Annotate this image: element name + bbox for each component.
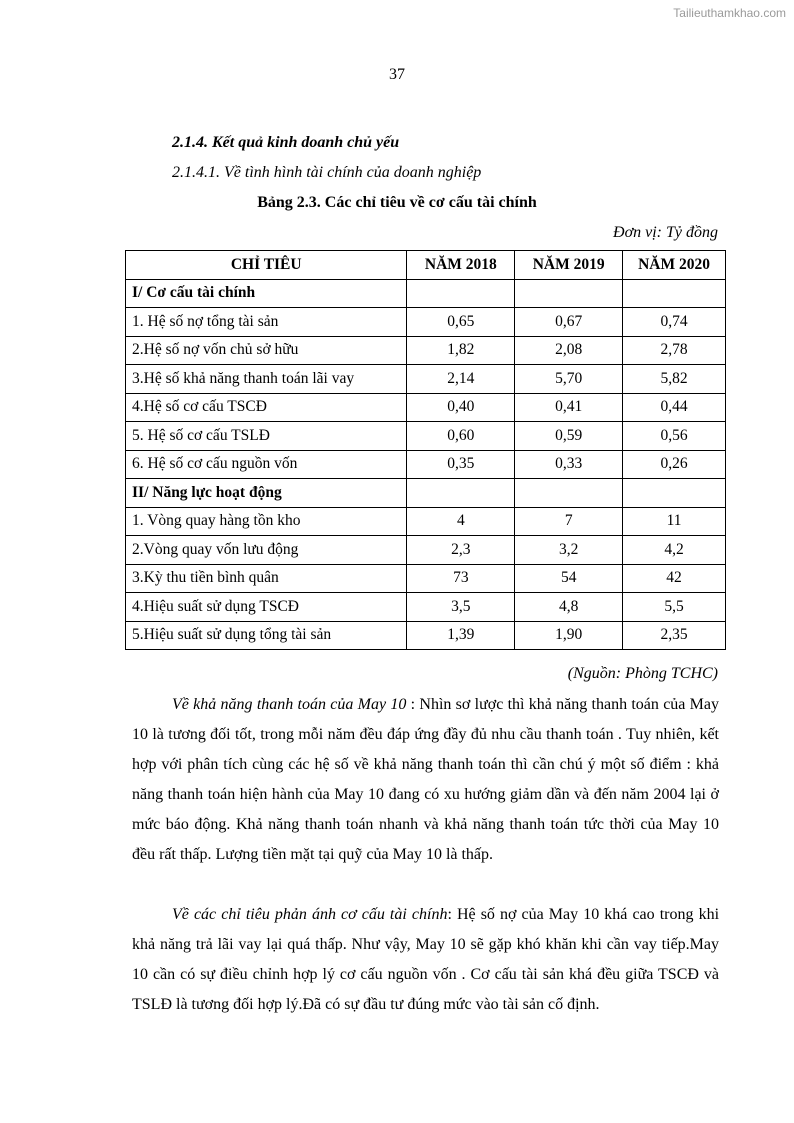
table-row <box>126 308 726 337</box>
paragraph-body: : Nhìn sơ lược thì khả năng thanh toán của May 10 là tương đối tốt, trong mỗi năm đều đáp ứng đầy đủ nhu cầu thanh toán . Tuy nhiên, kết hợp với phân tích cùng các hệ số về khả năng thanh toán thì cần chú ý một số điểm : khả năng thanh toán hiện hành của May 10 đang có xu hướng giảm dần và đến năm 2004 lại ở mức báo động. Khả năng thanh toán nhanh và khả năng thanh toán tức thời của May 10 đều rất thấp. Lượng tiền mặt tại quỹ của May 10 là thấp. <box>132 696 719 863</box>
cell-2020: 42 <box>623 564 726 593</box>
cell-2018: 0,65 <box>407 308 515 337</box>
row-label: 5. Hệ số cơ cấu TSLĐ <box>126 422 407 451</box>
page-number: 37 <box>389 66 405 83</box>
row-label: 4.Hiệu suất sử dụng TSCĐ <box>126 593 407 622</box>
cell-2019: 0,59 <box>515 422 623 451</box>
paragraph-capital-structure <box>132 900 719 1020</box>
cell-2019: 3,2 <box>515 536 623 565</box>
row-label: 2.Vòng quay vốn lưu động <box>126 536 407 565</box>
cell-2019: 1,90 <box>515 621 623 650</box>
section-label: I/ Cơ cấu tài chính <box>126 279 407 308</box>
header-2018: NĂM 2018 <box>407 251 515 280</box>
table-row <box>126 621 726 650</box>
section-label: II/ Năng lực hoạt động <box>126 479 407 508</box>
cell-2020: 0,26 <box>623 450 726 479</box>
section-heading: 2.1.4. Kết quả kinh doanh chủ yếu <box>172 134 400 151</box>
header-2019: NĂM 2019 <box>515 251 623 280</box>
cell-2019: 2,08 <box>515 336 623 365</box>
table-row <box>126 564 726 593</box>
cell-2018: 0,35 <box>407 450 515 479</box>
financial-ratios-table <box>125 250 726 650</box>
row-label: 1. Hệ số nợ tổng tài sản <box>126 308 407 337</box>
cell-2018: 4 <box>407 507 515 536</box>
paragraph-body: : Hệ số nợ của May 10 khá cao trong khi khả năng trả lãi vay lại quá thấp. Như vậy, May 10 sẽ gặp khó khăn khi cần vay tiếp.May 10 cần có sự điều chỉnh hợp lý cơ cấu nguồn vốn . Cơ cấu tài sản khá đều giữa TSCĐ và TSLĐ là tương đối hợp lý.Đã có sự đầu tư đúng mức vào tài sản cố định. <box>132 906 720 1013</box>
table-title: Bảng 2.3. Các chỉ tiêu về cơ cấu tài chính <box>257 194 537 211</box>
row-label: 3.Kỳ thu tiền bình quân <box>126 564 407 593</box>
table-header-row <box>126 251 726 280</box>
cell-2019: 0,41 <box>515 393 623 422</box>
header-2020: NĂM 2020 <box>623 251 726 280</box>
watermark: Tailieuthamkhao.com <box>673 6 786 20</box>
cell-2019: 7 <box>515 507 623 536</box>
paragraph-lead: Về khả năng thanh toán của May 10 <box>172 696 407 713</box>
table-row <box>126 365 726 394</box>
cell-2020: 5,82 <box>623 365 726 394</box>
cell-2020: 4,2 <box>623 536 726 565</box>
cell-2020: 5,5 <box>623 593 726 622</box>
cell-2018: 1,39 <box>407 621 515 650</box>
paragraph-liquidity <box>132 690 719 870</box>
cell-2018: 2,3 <box>407 536 515 565</box>
cell-2018 <box>407 479 515 508</box>
table-row <box>126 393 726 422</box>
row-label: 3.Hệ số khả năng thanh toán lãi vay <box>126 365 407 394</box>
cell-2018: 0,60 <box>407 422 515 451</box>
cell-2020: 2,78 <box>623 336 726 365</box>
cell-2019: 5,70 <box>515 365 623 394</box>
cell-2018: 0,40 <box>407 393 515 422</box>
row-label: 6. Hệ số cơ cấu nguồn vốn <box>126 450 407 479</box>
table-unit: Đơn vị: Tỷ đồng <box>613 224 718 241</box>
cell-2018: 2,14 <box>407 365 515 394</box>
cell-2020: 0,74 <box>623 308 726 337</box>
table-row <box>126 336 726 365</box>
cell-2019 <box>515 479 623 508</box>
table-row <box>126 593 726 622</box>
cell-2019: 54 <box>515 564 623 593</box>
table-source: (Nguồn: Phòng TCHC) <box>567 665 718 682</box>
table-section-row <box>126 279 726 308</box>
cell-2019: 4,8 <box>515 593 623 622</box>
subsection-heading: 2.1.4.1. Về tình hình tài chính của doanh nghiệp <box>172 164 482 181</box>
header-indicator: CHỈ TIÊU <box>126 251 407 280</box>
cell-2020: 11 <box>623 507 726 536</box>
table-row <box>126 507 726 536</box>
row-label: 2.Hệ số nợ vốn chủ sở hữu <box>126 336 407 365</box>
cell-2018: 1,82 <box>407 336 515 365</box>
cell-2020: 2,35 <box>623 621 726 650</box>
row-label: 4.Hệ số cơ cấu TSCĐ <box>126 393 407 422</box>
cell-2018: 73 <box>407 564 515 593</box>
table-row <box>126 450 726 479</box>
cell-2020: 0,44 <box>623 393 726 422</box>
cell-2018 <box>407 279 515 308</box>
cell-2019: 0,67 <box>515 308 623 337</box>
cell-2020: 0,56 <box>623 422 726 451</box>
cell-2020 <box>623 479 726 508</box>
cell-2019 <box>515 279 623 308</box>
row-label: 5.Hiệu suất sử dụng tổng tài sản <box>126 621 407 650</box>
paragraph-lead: Về các chỉ tiêu phản ánh cơ cấu tài chính <box>172 906 448 923</box>
cell-2018: 3,5 <box>407 593 515 622</box>
row-label: 1. Vòng quay hàng tồn kho <box>126 507 407 536</box>
cell-2020 <box>623 279 726 308</box>
table-row <box>126 536 726 565</box>
cell-2019: 0,33 <box>515 450 623 479</box>
table-section-row <box>126 479 726 508</box>
table-row <box>126 422 726 451</box>
